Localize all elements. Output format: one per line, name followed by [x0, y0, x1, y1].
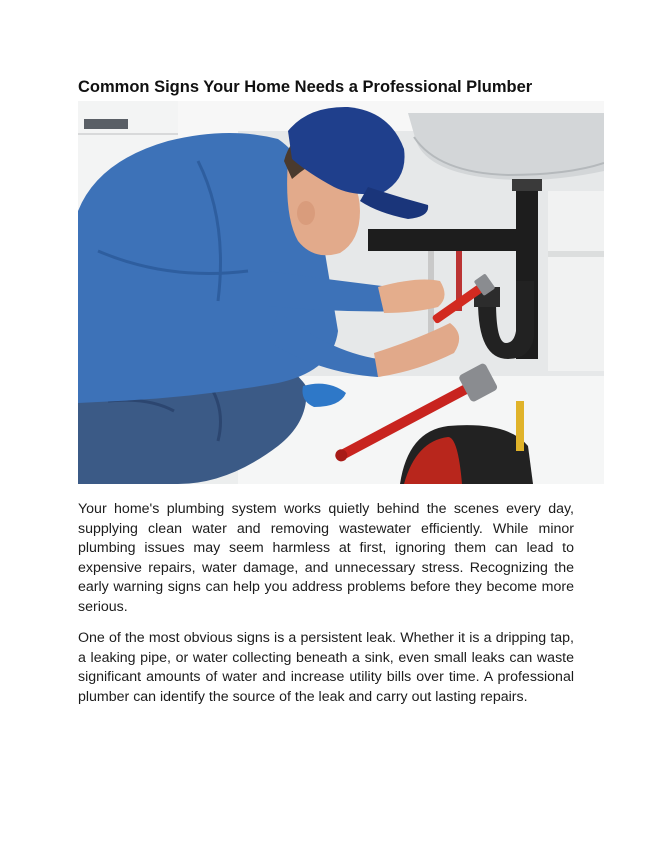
article-title: Common Signs Your Home Needs a Professional Plumber — [78, 78, 533, 96]
article-paragraph: Your home's plumbing system works quietly behind the scenes every day, supplying clean water and removing wastewater efficiently. While minor plumbing issues may seem harmless at first, ignoring them can lead to expensive repairs, water damage, and unnecessary stress. Recognizing the early warning signs can help you address problems before they become more serious. — [78, 501, 574, 615]
article-paragraph: One of the most obvious signs is a persistent leak. Whether it is a dripping tap, a leaking pipe, or water collecting beneath a sink, even small leaks can waste significant amounts of water and increase utility bills over time. A professional plumber can identify the source of the leak and carry out lasting repairs. — [78, 630, 574, 705]
plumber-photo — [78, 101, 604, 484]
